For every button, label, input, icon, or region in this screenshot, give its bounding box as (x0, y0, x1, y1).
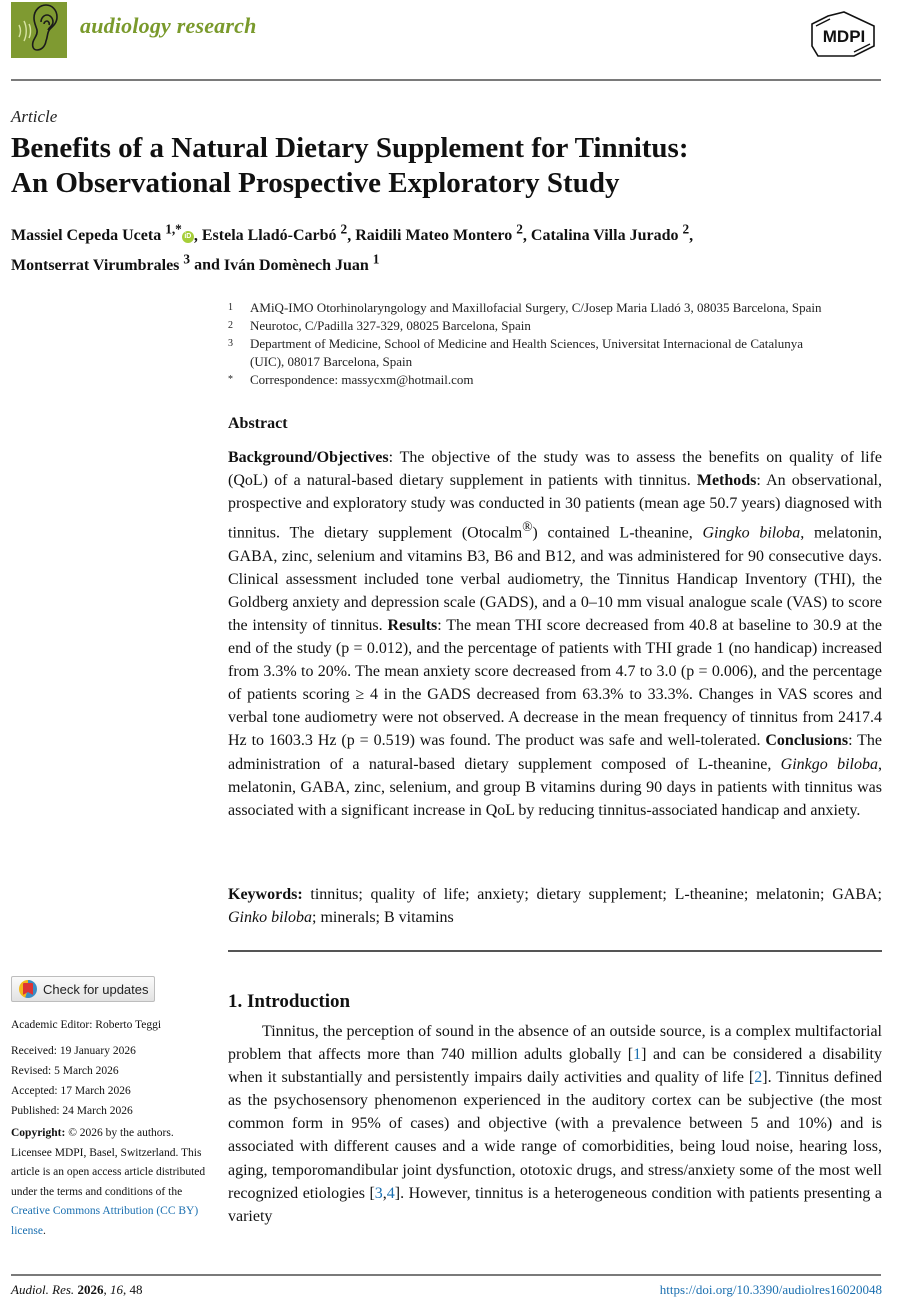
author[interactable]: Estela Lladó-Carbó $^2$ (201, 222, 348, 245)
affiliation-item: 3 Department of Medicine, School of Medicine and Health Sciences, Universitat Internacional de Catalunya (UIC), 08017 Barcelona, Spain (228, 336, 804, 369)
footer-divider (11, 1274, 881, 1276)
received-date: Received: 19 January 2026 (11, 1045, 136, 1057)
keywords: Keywords: tinnitus; quality of life; anxiety; dietary supplement; L-theanine; melatonin; GABA; Ginko biloba; minerals; B vitamins (228, 886, 882, 926)
author-joiner: and (194, 256, 220, 274)
published-date: Published: 24 March 2026 (11, 1105, 133, 1117)
doi-link[interactable]: https://doi.org/10.3390/audiolres16020048 (659, 1282, 882, 1297)
abstract-divider (228, 950, 882, 952)
author[interactable]: Iván Domènech Juan $^1$ (223, 251, 380, 274)
journal-citation: Audiol. Res. 2026, 16, 48 (11, 1282, 143, 1297)
author[interactable]: Massiel Cepeda Uceta $^{1,*}$ (11, 222, 182, 245)
orcid-icon[interactable]: iD (182, 231, 194, 243)
svg-text:MDPI: MDPI (822, 27, 866, 46)
citation-link[interactable]: 2 (754, 1069, 763, 1087)
author-list: Massiel Cepeda Uceta $^{1,*}$ iD , Estela Lladó-Carbó $^2$, Raidili Mateo Montero $^2$, Catalina Villa Jurado $^2$, Montserrat Virumbrales $^3$ and Iván Domènech Juan $^1$ (11, 222, 694, 274)
affiliations (228, 299, 888, 389)
abstract-body: Background/Objectives: The objective of the study was to assess the benefits on quality of life (QoL) of a natural-based dietary supplement in patients with tinnitus. Methods: An observational, prospective and exploratory study was conducted in 30 patients (mean age 50.7 years) diagnosed with tinnitus. The dietary supplement (Otocalm®) contained L-theanine, Gingko biloba, melatonin, GABA, zinc, selenium and vitamins B3, B6 and B12, and was administered for 90 consecutive days. Clinical assessment included tone verbal audiometry, the Tinnitus Handicap Inventory (THI), the Goldberg anxiety and depression scale (GADS), and a 0–10 mm visual analogue scale (VAS) to score the intensity of tinnitus. Results: The mean THI score decreased from 40.8 at baseline to 30.9 at the end of the study (p = 0.012), and the percentage of patients with THI grade 1 (no handicap) increased from 3.3% to 20%. The mean anxiety score decreased from 4.7 to 3.0 (p = 0.006), and the percentage of patients scoring ≥ 4 in the GADS decreased from 63.3% to 33.3%. Changes in VAS scores and verbal tone audiometry were not observed. A decrease in the mean frequency of tinnitus from 2417.4 Hz to 1603.3 Hz (p = 0.519) was found. The product was safe and well-tolerated. Conclusions: The administration of a natural-based dietary supplement composed of L-theanine, Ginkgo biloba, melatonin, GABA, zinc, selenium, and group B vitamins during 90 days in patients with tinnitus was associated with a significant increase in QoL by reducing tinnitus-associated handicap and anxiety. (228, 449, 883, 819)
mdpi-logo (808, 10, 880, 58)
citation-link[interactable]: 4 (386, 1184, 395, 1202)
ear-icon (11, 2, 67, 58)
journal-name: audiology research (80, 13, 257, 38)
author[interactable]: Catalina Villa Jurado $^2$ (530, 222, 690, 245)
journal-logo (11, 2, 67, 58)
copyright-notice: Copyright: © 2026 by the authors. Licensee MDPI, Basel, Switzerland. This article is an open access article distributed under the terms and conditions of the Creative Commons Attribution (CC BY) license. (11, 1127, 206, 1237)
section-heading-introduction: 1. Introduction (228, 991, 351, 1012)
crossmark-icon (19, 980, 37, 998)
mdpi-hexagon-icon (808, 10, 880, 58)
author[interactable]: Raidili Mateo Montero $^2$ (355, 222, 523, 245)
accepted-date: Accepted: 17 March 2026 (11, 1085, 131, 1097)
article-type: Article (11, 107, 58, 126)
title-line-2: An Observational Prospective Exploratory Study (11, 167, 620, 199)
citation-link[interactable]: 3 (374, 1184, 383, 1202)
academic-editor: Academic Editor: Roberto Teggi (11, 1019, 162, 1031)
correspondence: * Correspondence: massycxm@hotmail.com (228, 372, 474, 387)
affiliation-item: 1 AMiQ-IMO Otorhinolaryngology and Maxillofacial Surgery, C/Josep Maria Lladó 3, 08035 Barcelona, Spain (228, 300, 822, 315)
article-title (11, 131, 871, 201)
abstract-heading: Abstract (228, 415, 288, 432)
header-divider (11, 79, 881, 81)
author[interactable]: Montserrat Virumbrales $^3$ (11, 251, 191, 274)
check-for-updates-button[interactable]: Check for updates (11, 976, 155, 1002)
citation-link[interactable]: 1 (633, 1046, 642, 1064)
license-link[interactable]: Creative Commons Attribution (CC BY) license (11, 1205, 199, 1237)
introduction-paragraph: Tinnitus, the perception of sound in the absence of an outside source, is a complex multifactorial problem that affects more than 740 million adults globally [1] and can be considered a disability when it substantially and persistently impairs daily activities and quality of life [2]. Tinnitus defined as the psychosensory phenomenon experienced in the auditory cortex can be subjective (the most common form in 95% of cases) and objective (with a prevalence between 5 and 10%) and is associated with different causes and a wide range of comorbidities, being loud noise, hearing loss, aging, temporomandibular joint dysfunction, ototoxic drugs, and stress/anxiety some of the most well recognized etiologies [3,4]. However, tinnitus is a heterogeneous condition with patients presenting a variety (228, 1023, 882, 1225)
affiliation-item: 2 Neurotoc, C/Padilla 327-329, 08025 Barcelona, Spain (228, 318, 531, 333)
revised-date: Revised: 5 March 2026 (11, 1065, 119, 1077)
article-dates (11, 1015, 211, 1121)
title-line-1: Benefits of a Natural Dietary Supplement for Tinnitus: (11, 132, 689, 164)
